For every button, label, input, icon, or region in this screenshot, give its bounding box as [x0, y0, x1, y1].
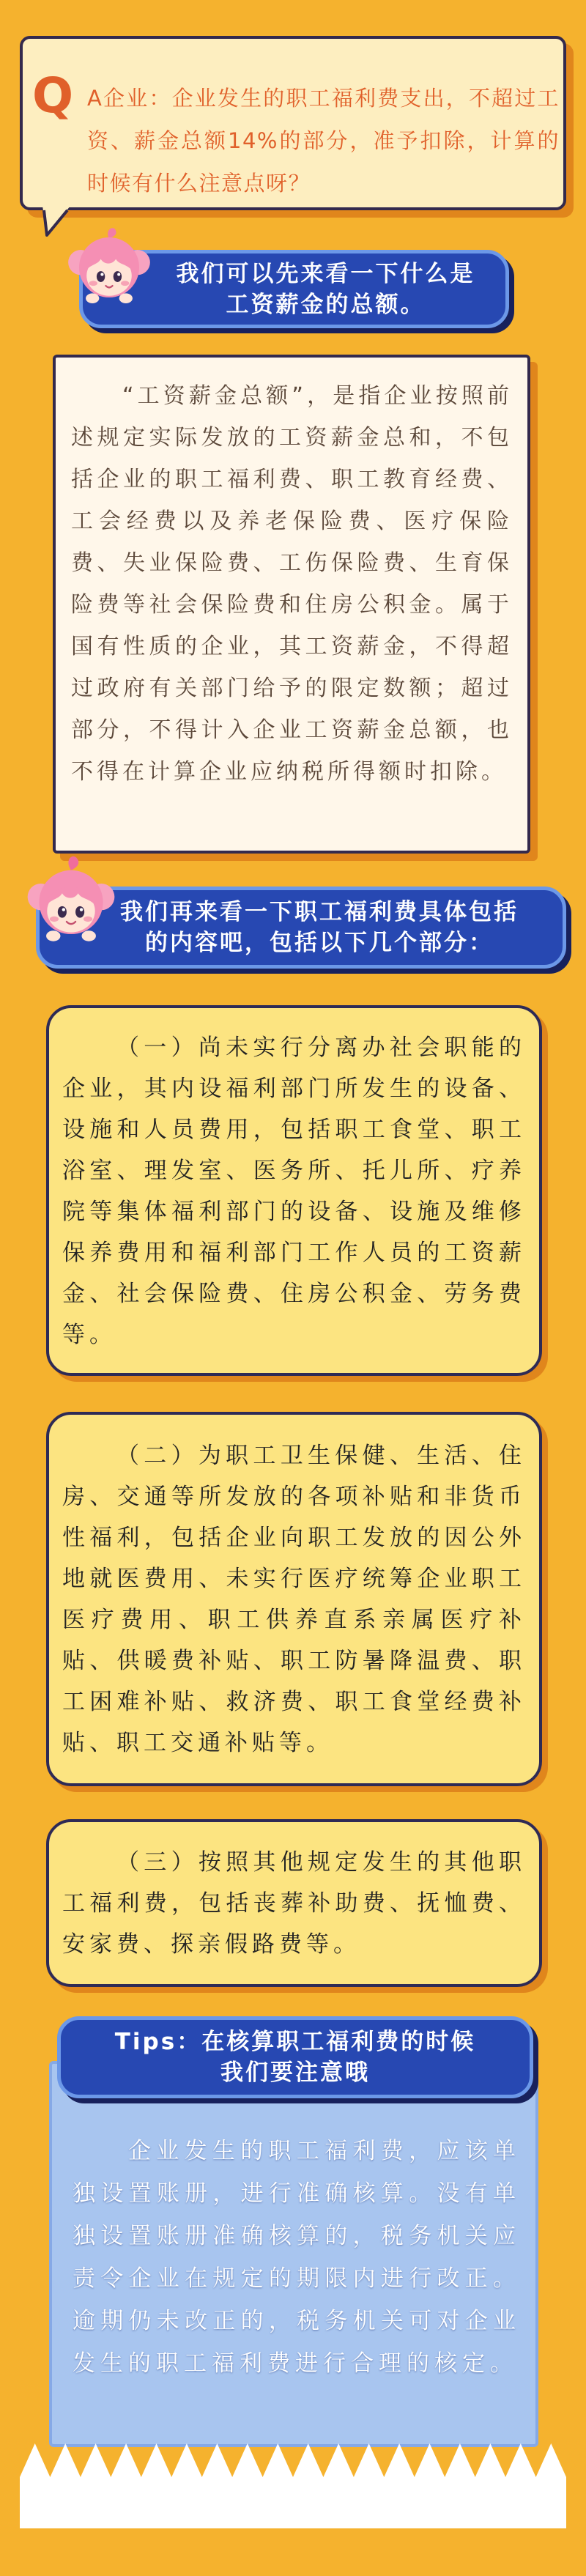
- mascot-icon: [26, 854, 116, 947]
- question-text: A企业：企业发生的职工福利费支出，不超过工资、薪金总额14%的部分，准予扣除，计算的时候有什么注意点呀？: [87, 86, 560, 196]
- tips-text: 企业发生的职工福利费，应该单独设置账册，进行准确核算。没有单独设置账册准确核算的，税务机关应责令企业在规定的期限内进行改正。逾期仍未改正的，税务机关可对企业发生的职工福利费进行合理的核定。: [73, 2138, 521, 2377]
- tips-heading-line: Tips：在核算职工福利费的时候: [114, 2029, 476, 2055]
- wage-definition-card: [53, 355, 530, 854]
- torn-paper-edge: [20, 2443, 566, 2528]
- welfare-item-card: [46, 1412, 542, 1786]
- question-card: [20, 36, 566, 210]
- heading-line: 我们再来看一下职工福利费具体包括: [120, 899, 519, 925]
- heading-line: 工资薪金的总额。: [226, 291, 426, 318]
- welfare-item-text: （二）为职工卫生保健、生活、住房、交通等所发放的各项补贴和非货币性福利，包括企业向职工发放的因公外地就医费用、未实行医疗统筹企业职工医疗费用、职工供养直系亲属医疗补贴、供暖费补贴、职工防暑降温费、职工困难补贴、救济费、职工食堂经费补贴、职工交通补贴等。: [62, 1443, 526, 1756]
- tips-heading-line: 我们要注意哦: [220, 2059, 370, 2086]
- heading-line: 的内容吧，包括以下几个部分：: [145, 930, 494, 956]
- welfare-item-card: [46, 1819, 542, 1987]
- tips-card: [49, 2061, 538, 2447]
- tips-banner: [57, 2016, 533, 2098]
- zigzag-shape: [20, 2443, 566, 2528]
- welfare-item-text: （一）尚未实行分离办社会职能的企业，其内设福利部门所发生的设备、设施和人员费用，包括职工食堂、职工浴室、理发室、医务所、托儿所、疗养院等集体福利部门的设备、设施及维修保养费用和福利部门工作人员的工资薪金、社会保险费、住房公积金、劳务费等。: [62, 1035, 526, 1348]
- question-badge: Q: [32, 67, 74, 124]
- heading-line: 我们可以先来看一下什么是: [176, 260, 475, 287]
- welfare-item-text: （三）按照其他规定发生的其他职工福利费，包括丧葬补助费、抚恤费、安家费、探亲假路费等。: [62, 1849, 526, 1958]
- mascot-icon: [67, 226, 151, 309]
- wage-definition-text: “工资薪金总额”，是指企业按照前述规定实际发放的工资薪金总和，不包括企业的职工福利费、职工教育经费、工会经费以及养老保险费、医疗保险费、失业保险费、工伤保险费、生育保险费等社会保险费和住房公积金。属于国有性质的企业，其工资薪金，不得超过政府有关部门给予的限定数额；超过部分，不得计入企业工资薪金总额，也不得在计算企业应纳税所得额时扣除。: [71, 383, 513, 785]
- welfare-item-card: [46, 1005, 542, 1376]
